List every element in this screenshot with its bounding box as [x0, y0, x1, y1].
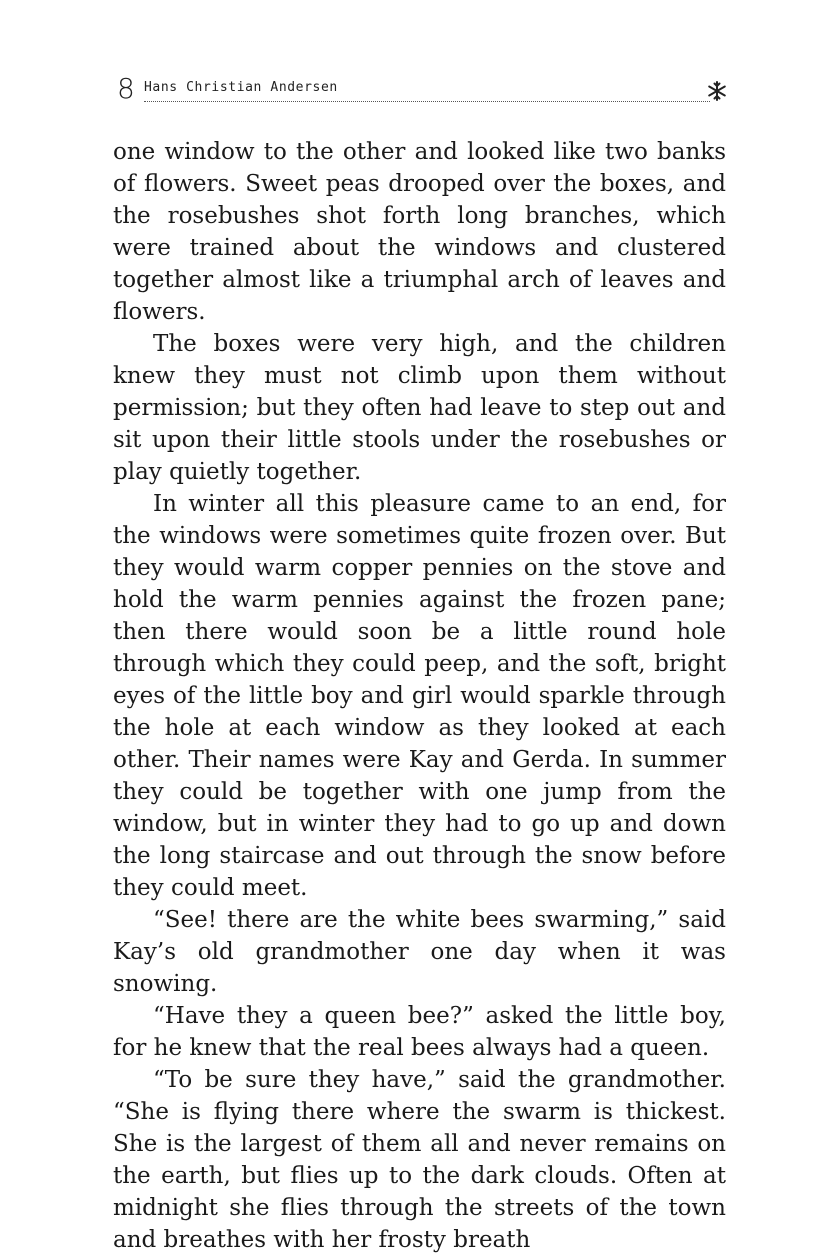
paragraph: The boxes were very high, and the children knew they must not climb upon them without permission; but they often had leave to step out and sit upon their little stools under the rosebushes or play quietly together.: [113, 331, 726, 485]
paragraph: “To be sure they have,” said the grandmother. “She is flying there where the swarm is thickest. She is the largest of them all and never remains on the earth, but flies up to the dark clouds. Often at midnight she flies through the streets of the town and breathes with her frosty breath: [113, 1067, 726, 1253]
page-number: 8: [117, 72, 135, 105]
paragraph: “Have they a queen bee?” asked the little boy, for he knew that the real bees always had a queen.: [113, 1003, 726, 1061]
running-header-author: Hans Christian Andersen: [144, 80, 338, 95]
running-header: [117, 74, 729, 114]
snowflake-icon: [706, 80, 728, 102]
header-dotted-rule: [144, 101, 710, 102]
body-text: [113, 136, 726, 1256]
paragraph: In winter all this pleasure came to an end, for the windows were sometimes quite frozen over. But they would warm copper pennies on the stove and hold the warm pennies against the frozen pane; then there would soon be a little round hole through which they could peep, and the soft, bright eyes of the little boy and girl would sparkle through the hole at each window as they looked at each other. Their names were Kay and Gerda. In summer they could be together with one jump from the window, but in winter they had to go up and down the long staircase and out through the snow before they could meet.: [113, 491, 726, 901]
paragraph: one window to the other and looked like two banks of flowers. Sweet peas drooped over the boxes, and the rosebushes shot forth long branches, which were trained about the windows and clustered together almost like a triumphal arch of leaves and flowers.: [113, 139, 726, 325]
paragraph: “See! there are the white bees swarming,” said Kay’s old grandmother one day when it was snowing.: [113, 907, 726, 997]
